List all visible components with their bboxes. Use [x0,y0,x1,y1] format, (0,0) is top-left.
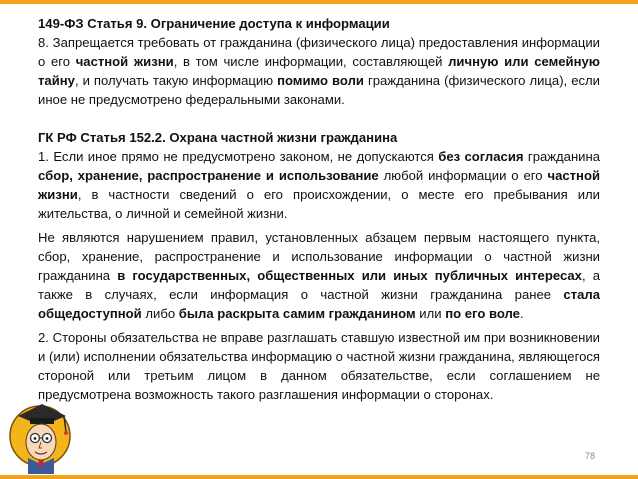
bold-run: в государственных, общественных или иных публичных интересах [117,268,582,283]
text-run: Не являются нарушением правил, установленных абзацем первым настоящего пункта, сбор, хранение, распространение и использование информации о частной жизни гражданина [38,230,600,283]
text-run: любой информации о его [378,168,548,183]
section-gap [38,114,600,128]
slide-content [38,14,600,409]
bottom-accent-bar [0,475,638,479]
text-run: либо [141,306,179,321]
text-run: . [519,306,524,321]
text-run: 2. Стороны обязательства не вправе разглашать ставшую известной им при возникновении и (или) исполнении обязательства информацию о частной жизни гражданина, являющегося стороной или третьим лицом в данном обязательстве, если соглашением не предусмотрена возможность такого разглашения информации о сторонах. [38,330,600,402]
bold-run: частной жизни [75,54,174,69]
text-run: , в частности сведений о его происхождении, о месте его пребывания или жительства, о личной и семейной жизни. [38,187,600,221]
text-run: гражданина [523,149,600,164]
bold-run: частной жизни [38,168,601,202]
text-run: 1. Если иное прямо не предусмотрено законом, не допускаются [38,149,439,164]
text-run: гражданина (физического лица), если иное не предусмотрено федеральными законами. [38,73,600,107]
page-number: 78 [585,451,596,461]
bold-run: личную или семейную тайну [38,54,600,88]
text-run: 8. Запрещается требовать от гражданина (физического лица) предоставления информации о его [38,35,600,69]
bold-run: без согласия [438,149,524,164]
text-run: , а также в случаях, если информация о частной жизни гражданина ранее [38,268,600,302]
section1-heading: 149-ФЗ Статья 9. Ограничение доступа к информации [38,16,390,31]
top-accent-bar [0,0,638,4]
section2-paragraph-1 [38,147,600,223]
text-run: , и получать такую информацию [74,73,278,88]
bold-run: сбор, хранение, распространение и использование [38,168,379,183]
section1-paragraph [38,33,600,109]
text-run: , в том числе информации, составляющей [173,54,449,69]
section2-paragraph-2 [38,228,600,323]
professor-mascot-icon [8,392,72,474]
bold-run: помимо воли [277,73,364,88]
section2-paragraph-3 [38,328,600,404]
bold-run: была раскрыта самим гражданином [178,306,416,321]
section2-heading: ГК РФ Статья 152.2. Охрана частной жизни гражданина [38,130,398,145]
bold-run: стала общедоступной [38,287,600,321]
bold-run: по его воле [445,306,520,321]
text-run: или [415,306,446,321]
